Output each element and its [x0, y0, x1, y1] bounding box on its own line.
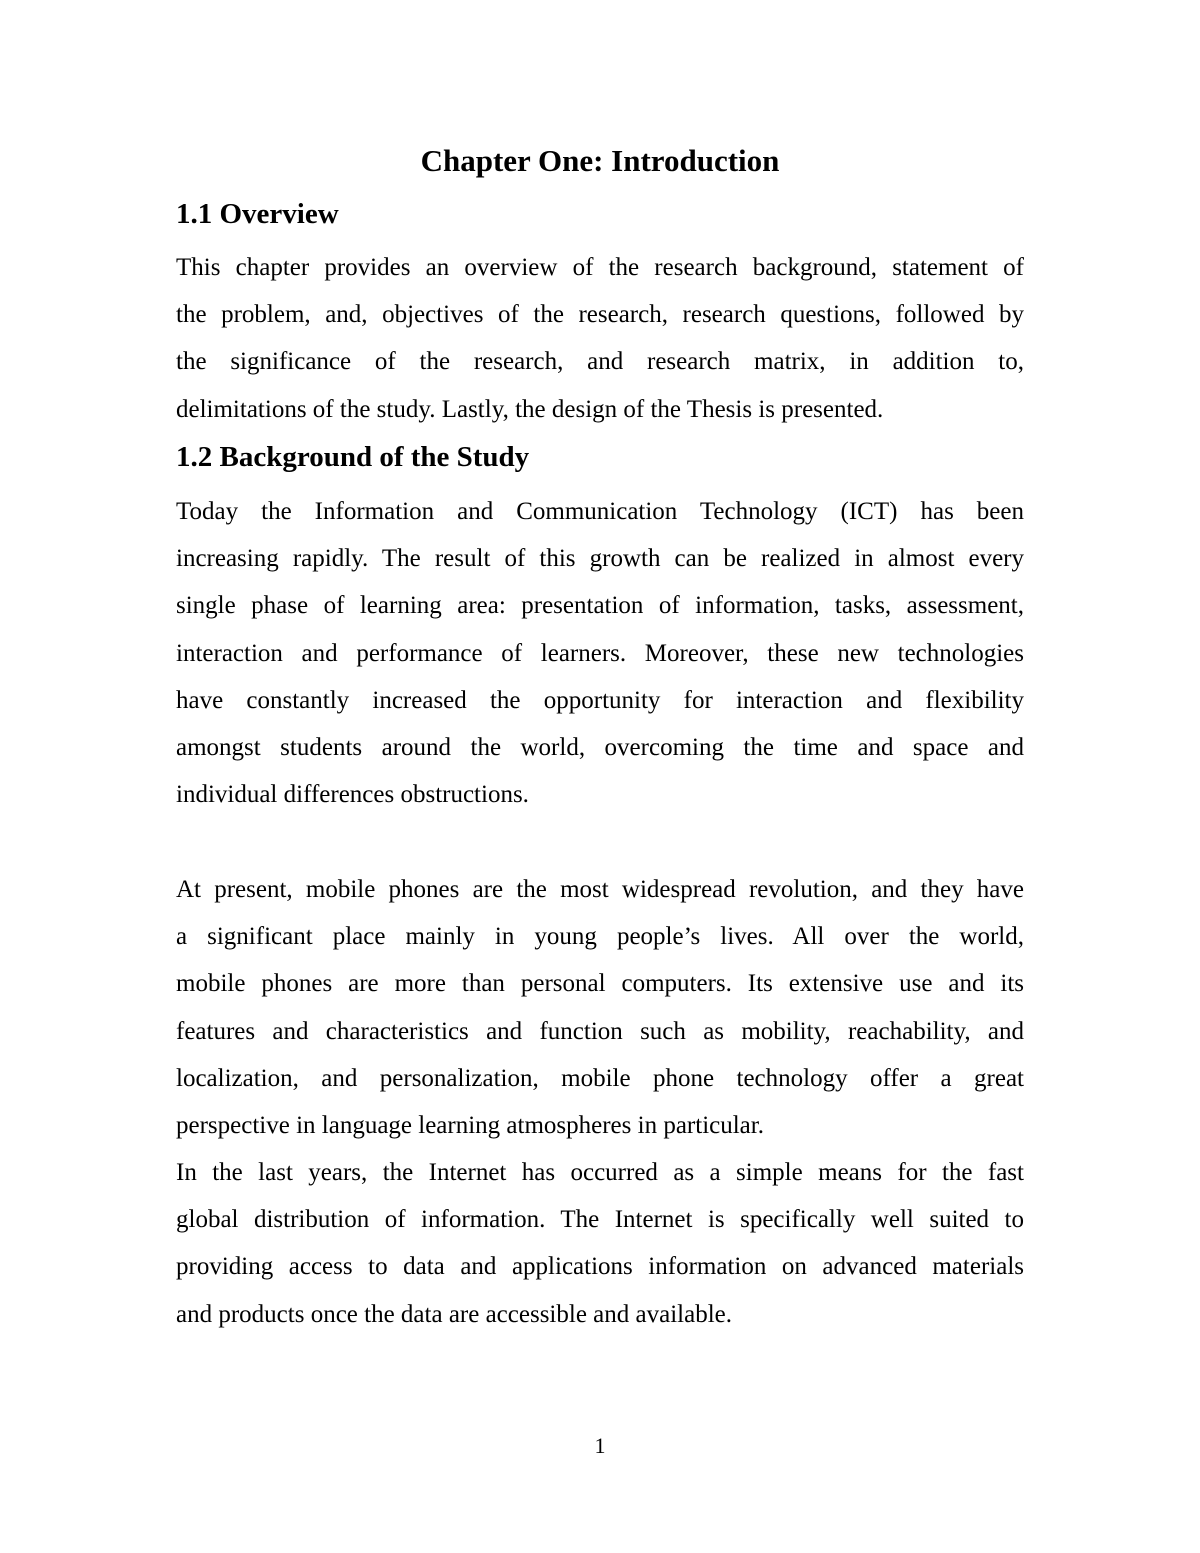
paragraph-overview — [176, 244, 1024, 433]
text-line: At present, mobile phones are the most widespread revolution, and they have — [176, 876, 1024, 903]
text-line: delimitations of the study. Lastly, the design of the Thesis is presented. — [176, 395, 884, 423]
text-line: providing access to data and applications information on advanced materials — [176, 1253, 1024, 1281]
text-line: features and characteristics and function such as mobility, reachability, and — [176, 1017, 1024, 1045]
text-line: localization, and personalization, mobile phone technology offer a great — [176, 1064, 1024, 1092]
text-line: mobile phones are more than personal computers. Its extensive use and its — [176, 970, 1024, 998]
text-line: the significance of the research, and research matrix, in addition to, — [176, 348, 1024, 376]
text-line: the problem, and, objectives of the research, research questions, followed by — [176, 301, 1024, 329]
text-line: a significant place mainly in young people’s lives. All over the world, — [176, 923, 1024, 951]
text-line: have constantly increased the opportunity for interaction and flexibility — [176, 686, 1024, 714]
text-line: single phase of learning area: presentation of information, tasks, assessment, — [176, 592, 1024, 620]
text-line: interaction and performance of learners. Moreover, these new technologies — [176, 639, 1024, 667]
text-line: This chapter provides an overview of the research background, statement of — [176, 254, 1024, 281]
text-line: individual differences obstructions. — [176, 781, 529, 809]
text-line: In the last years, the Internet has occurred as a simple means for the fast — [176, 1159, 1024, 1186]
page-number: 1 — [594, 1433, 606, 1458]
chapter-title: Chapter One: Introduction — [420, 143, 780, 178]
text-line: perspective in language learning atmospheres in particular. — [176, 1111, 764, 1139]
text-line: increasing rapidly. The result of this growth can be realized in almost every — [176, 545, 1024, 573]
paragraph-ict — [176, 488, 1024, 818]
paragraph-mobile-phones — [176, 866, 1024, 1149]
text-line: and products once the data are accessible and available. — [176, 1300, 732, 1328]
text-line: global distribution of information. The Internet is specifically well suited to — [176, 1206, 1024, 1234]
text-line: Today the Information and Communication Technology (ICT) has been — [176, 498, 1024, 525]
section-heading-overview: 1.1 Overview — [176, 198, 339, 230]
paragraph-internet — [176, 1149, 1024, 1338]
text-line: amongst students around the world, overcoming the time and space and — [176, 733, 1024, 761]
section-heading-background: 1.2 Background of the Study — [176, 441, 530, 473]
